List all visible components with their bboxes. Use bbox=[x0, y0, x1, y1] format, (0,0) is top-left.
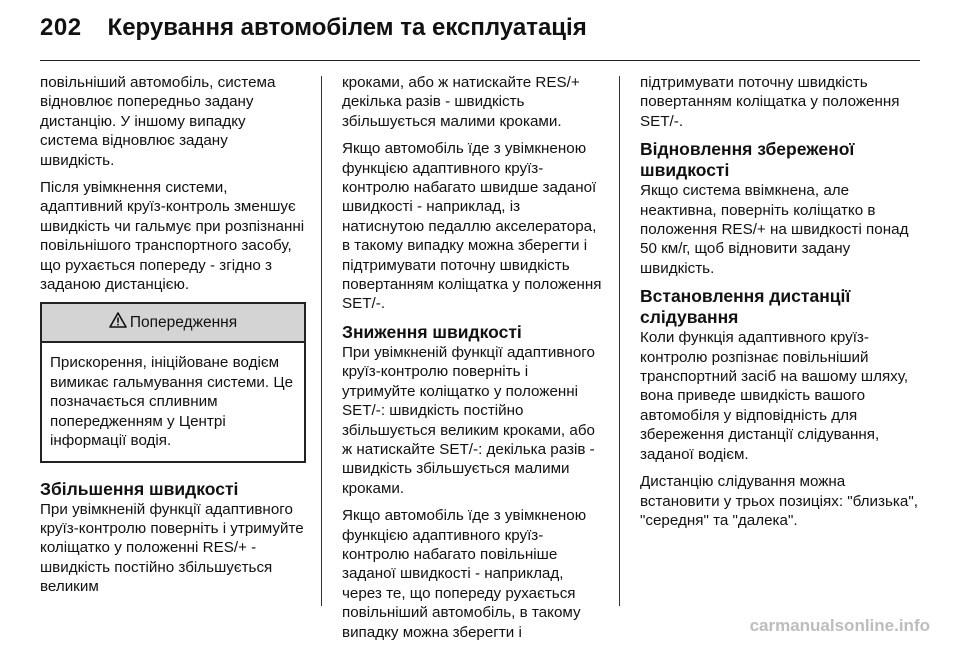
paragraph: Після увімкнення системи, адаптивний круїз-контроль зменшує швидкість чи гальмує при розпізнанні повільнішого транспортного засобу, що рухається попереду - згідно з заданою дистанцією. bbox=[40, 179, 305, 294]
page-title: Керування автомобілем та експлуатація bbox=[107, 14, 587, 41]
warning-header bbox=[42, 304, 304, 343]
paragraph: При увімкненій функції адаптивного круїз-контролю поверніть і утримуйте коліщатко у положенні RES/+ - швидкість постійно збільшується великим bbox=[40, 500, 304, 596]
section-heading-following-distance: Встановлення дистанції слідування bbox=[640, 286, 851, 328]
paragraph: Якщо автомобіль їде з увімкненою функцією адаптивного круїз-контролю набагато швидше заданої швидкості - наприклад, із натиснутою педаллю акселератора, в такому випадку можна зберегти і підтримувати поточну швидкість повертанням коліщатка у положення SET/-. bbox=[342, 140, 602, 313]
page-header bbox=[40, 14, 587, 54]
column-divider-1 bbox=[321, 76, 322, 606]
paragraph: Якщо система ввімкнена, але неактивна, поверніть коліщатко в положення RES/+ на швидкості понад 50 км/г, щоб відновити задану швидкість. bbox=[640, 182, 909, 277]
paragraph: Дистанцію слідування можна встановити у трьох позиціях: "близька", "середня" та "далека". bbox=[640, 473, 918, 529]
column-1 bbox=[40, 73, 306, 605]
paragraph: кроками, або ж натискайте RES/+ декілька разів - швидкість збільшується малими кроками. bbox=[342, 74, 580, 130]
paragraph: Коли функція адаптивного круїз-контролю розпізнає повільніший транспортний засіб на вашому шляху, вона приведе швидкість вашого автомобіля у відповідність для збереження дистанції слідування, заданої водієм. bbox=[640, 329, 909, 463]
warning-body: Прискорення, ініційоване водієм вимикає гальмування системи. Це позначається спливним попередженням у Центрі інформації водія. bbox=[50, 354, 294, 450]
section-heading-increase-speed: Збільшення швидкості bbox=[40, 478, 239, 499]
column-3 bbox=[640, 73, 924, 538]
section-heading-decrease-speed: Зниження швидкості bbox=[342, 321, 522, 342]
header-divider bbox=[40, 60, 920, 61]
paragraph: підтримувати поточну швидкість повертанням коліщатка у положення SET/-. bbox=[640, 74, 900, 130]
warning-box bbox=[40, 302, 306, 462]
column-2 bbox=[342, 73, 604, 650]
paragraph: При увімкненій функції адаптивного круїз-контролю поверніть і утримуйте коліщатко у положенні SET/-: швидкість постійно збільшується великим кроками, або ж натискайте SET/-: декілька разів - швидкість збільшується малими кроками. bbox=[342, 343, 595, 497]
page-number: 202 bbox=[40, 14, 82, 41]
watermark: carmanualsonline.info bbox=[749, 616, 930, 635]
paragraph: Якщо автомобіль їде з увімкненою функцією адаптивного круїз-контролю набагато повільніше заданої швидкості - наприклад, через те, що попереду рухається повільніший автомобіль, в такому випадку можна зберегти і bbox=[342, 507, 587, 641]
column-divider-2 bbox=[619, 76, 620, 606]
section-heading-restore-speed: Відновлення збереженої швидкості bbox=[640, 139, 855, 181]
warning-title: Попередження bbox=[129, 314, 238, 332]
paragraph: повільніший автомобіль, система відновлює попередньо задану дистанцію. У іншому випадку система відновлює задану швидкість. bbox=[40, 74, 276, 169]
warning-triangle-icon bbox=[109, 312, 127, 333]
